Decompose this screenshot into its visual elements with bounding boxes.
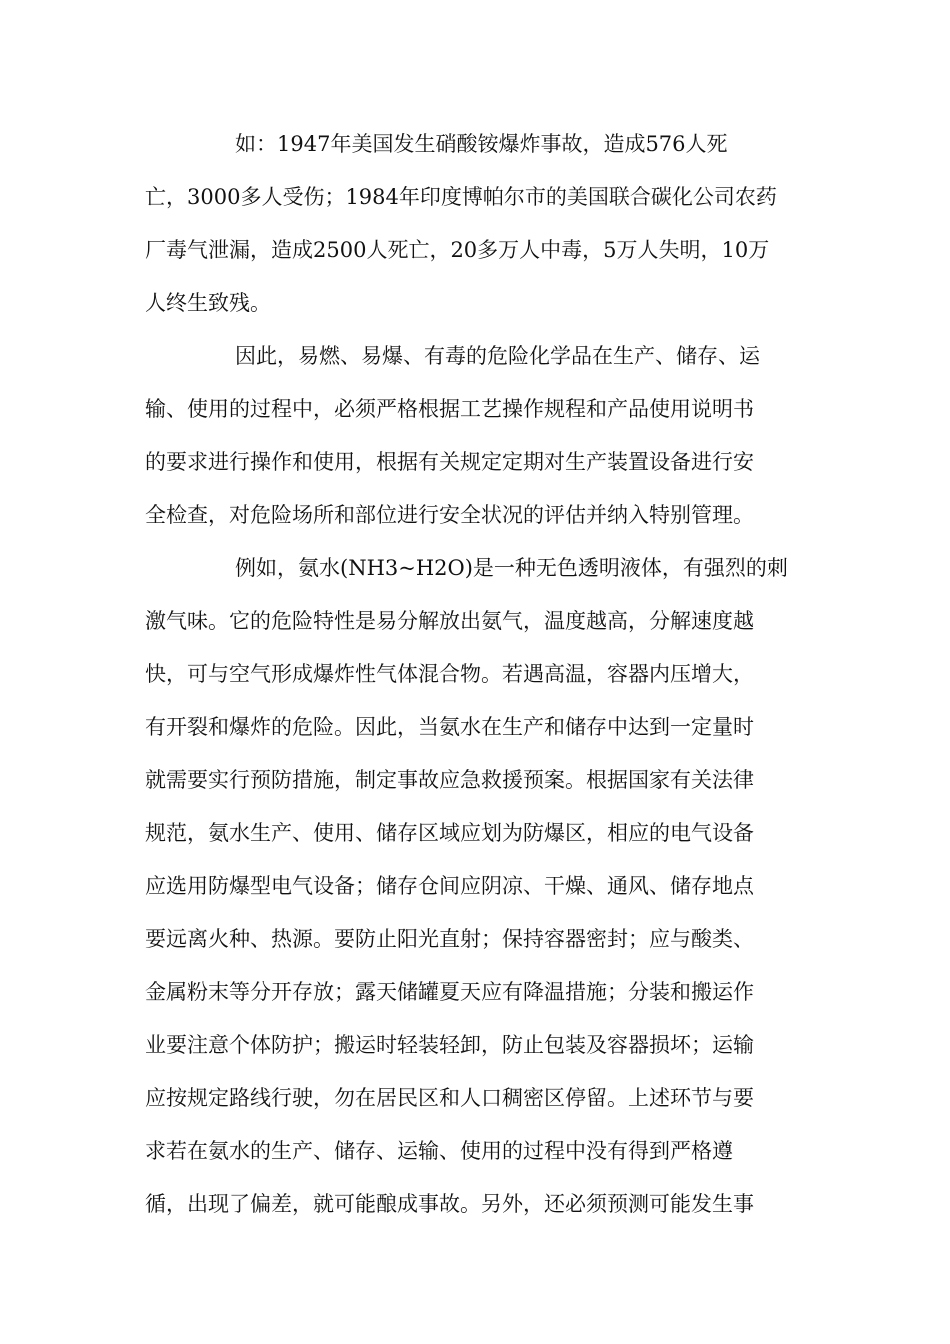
paragraph-3-line-10: 业要注意个体防护；搬运时轻装轻卸，防止包装及容器损坏；运输: [145, 1033, 754, 1057]
paragraph-3-line-4: 有开裂和爆炸的危险。因此，当氨水在生产和储存中达到一定量时: [145, 715, 754, 739]
body-text: [145, 118, 805, 1231]
paragraph-3-line-12: 求若在氨水的生产、储存、运输、使用的过程中没有得到严格遵: [145, 1139, 733, 1163]
paragraph-2-line-3: 的要求进行操作和使用，根据有关规定定期对生产装置设备进行安: [145, 450, 754, 474]
paragraph-3-line-7: 应选用防爆型电气设备；储存仓间应阴凉、干燥、通风、储存地点: [145, 874, 754, 898]
paragraph-2-line-4: 全检查，对危险场所和部位进行安全状况的评估并纳入特别管理。: [145, 503, 754, 527]
paragraph-3-line-6: 规范，氨水生产、使用、储存区域应划为防爆区，相应的电气设备: [145, 821, 754, 845]
paragraph-2-line-1: 因此，易燃、易爆、有毒的危险化学品在生产、储存、运: [235, 344, 760, 368]
paragraph-2-line-2: 输、使用的过程中，必须严格根据工艺操作规程和产品使用说明书: [145, 397, 754, 421]
paragraph-1-line-4: 人终生致残。: [145, 291, 271, 315]
paragraph-1-line-2: 亡，3000多人受伤；1984年印度博帕尔市的美国联合碳化公司农药: [145, 185, 777, 209]
paragraph-3-line-5: 就需要实行预防措施，制定事故应急救援预案。根据国家有关法律: [145, 768, 754, 792]
paragraph-1-line-1: 如：1947年美国发生硝酸铵爆炸事故，造成576人死: [235, 132, 728, 156]
paragraph-3-line-11: 应按规定路线行驶，勿在居民区和人口稠密区停留。上述环节与要: [145, 1086, 754, 1110]
paragraph-3-line-2: 激气味。它的危险特性是易分解放出氨气，温度越高，分解速度越: [145, 609, 754, 633]
paragraph-1-line-3: 厂毒气泄漏，造成2500人死亡，20多万人中毒，5万人失明，10万: [145, 238, 770, 262]
paragraph-3-line-8: 要远离火种、热源。要防止阳光直射；保持容器密封；应与酸类、: [145, 927, 754, 951]
paragraph-3-line-3: 快，可与空气形成爆炸性气体混合物。若遇高温，容器内压增大，: [145, 662, 754, 686]
paragraph-3-line-1: 例如，氨水(NH3~H2O)是一种无色透明液体，有强烈的刺: [235, 556, 788, 580]
paragraph-3-line-9: 金属粉末等分开存放；露天储罐夏天应有降温措施；分装和搬运作: [145, 980, 754, 1004]
paragraph-3-line-13: 循，出现了偏差，就可能酿成事故。另外，还必须预测可能发生事: [145, 1192, 754, 1216]
